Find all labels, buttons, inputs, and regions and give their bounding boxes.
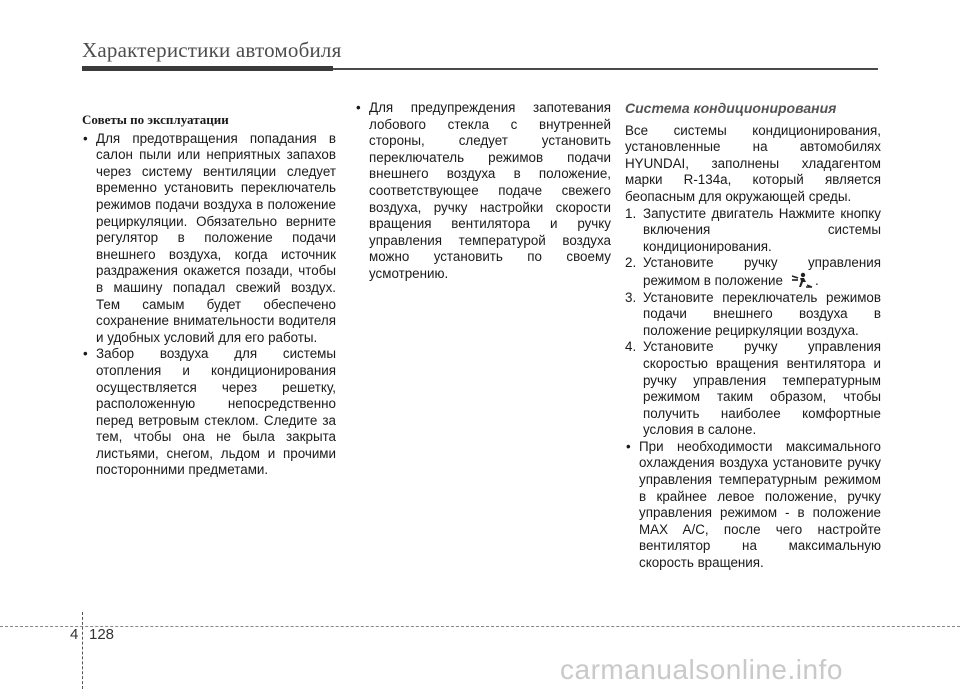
step-text: Установите ручку управления режимом в положение — [643, 255, 881, 288]
step-number: 2. — [625, 255, 637, 271]
bullet-dot: • — [83, 346, 88, 362]
footer-divider-vertical — [82, 612, 83, 689]
list-item-text: При необходимости максимального охлаждения воздуха установите ручку управления температурным режимом в крайнее левое положение, ручку управления режимом - в положение MAX A/C, после чего настройте вентилятор на максимальную скорость вращения. — [639, 438, 881, 571]
list-item-text: Для предупреждения запотевания лобового стекла с внутренней стороны, следует установить переключатель режимов подачи внешнего воздуха в положение, соответствующее подаче свежего воздуха, ручку настройки скорости вращения вентилятора и ручку управления температурой воздуха можно установить по своему усмотрению. — [369, 100, 611, 281]
list-item-text: Забор воздуха для системы отопления и кондиционирования осуществляется через решетку, расположенную непосредственно перед ветровым стеклом. Следите за тем, чтобы она не была закрыта листьями, снегом, льдом и прочими посторонними предметами. — [96, 346, 336, 478]
chapter-number: 4 — [70, 626, 79, 643]
section-title-tips: Советы по эксплуатации — [82, 112, 229, 127]
vent-floor-mode-icon — [791, 272, 813, 288]
step-item — [625, 339, 881, 439]
step-text: Установите переключатель режимов подачи внешнего воздуха в положение рециркуляции воздуха. — [643, 289, 881, 338]
list-item — [355, 100, 611, 283]
bullet-dot: • — [356, 100, 361, 115]
column-right — [625, 100, 881, 572]
page-number: 128 — [89, 626, 115, 643]
step-number: 1. — [625, 205, 637, 221]
step-number: 3. — [625, 289, 637, 305]
header-rule-thin — [333, 68, 878, 70]
page-header-title: Характеристики автомобиля — [82, 38, 342, 62]
bullet-dot: • — [626, 438, 631, 454]
list-item — [625, 439, 881, 572]
step-item — [625, 290, 881, 340]
step-item — [625, 255, 881, 289]
list-item — [82, 346, 336, 479]
header-rule-thick — [82, 66, 333, 71]
watermark-text: carmanualsonline.info — [560, 654, 843, 685]
bullet-dot: • — [83, 130, 88, 146]
column-left — [82, 112, 336, 479]
step-text: Запустите двигатель Нажмите кнопку включения системы кондиционирования. — [643, 205, 881, 254]
footer-divider-horizontal — [0, 626, 960, 627]
step-number: 4. — [625, 339, 637, 355]
list-item — [82, 131, 336, 347]
step-text: Установите ручку управления скоростью вращения вентилятора и ручку управления температурным режимом таким образом, чтобы получить наиболее комфортные условия в салоне. — [643, 339, 881, 438]
step-item — [625, 206, 881, 256]
step-text-end: . — [815, 272, 819, 288]
list-item-text: Для предотвращения попадания в салон пыли или неприятных запахов через систему вентиляции следует временно установить переключатель режимов подачи воздуха в положение рециркуляции. Обязательно верните регулятор в положение подачи внешнего воздуха, когда источник раздражения окажется позади, чтобы в машину попадал свежий воздух. Тем самым будет обеспечено сохранение внимательности водителя и удобных условий для его работы. — [96, 130, 336, 345]
column-middle — [355, 100, 611, 283]
section-title-ac: Система кондиционирования — [625, 100, 837, 116]
intro-paragraph: Все системы кондиционирования, установленные на автомобилях HYUNDAI, заполнены хладагентом марки R-134a, который является беопасным для окружающей среды. — [625, 122, 881, 204]
